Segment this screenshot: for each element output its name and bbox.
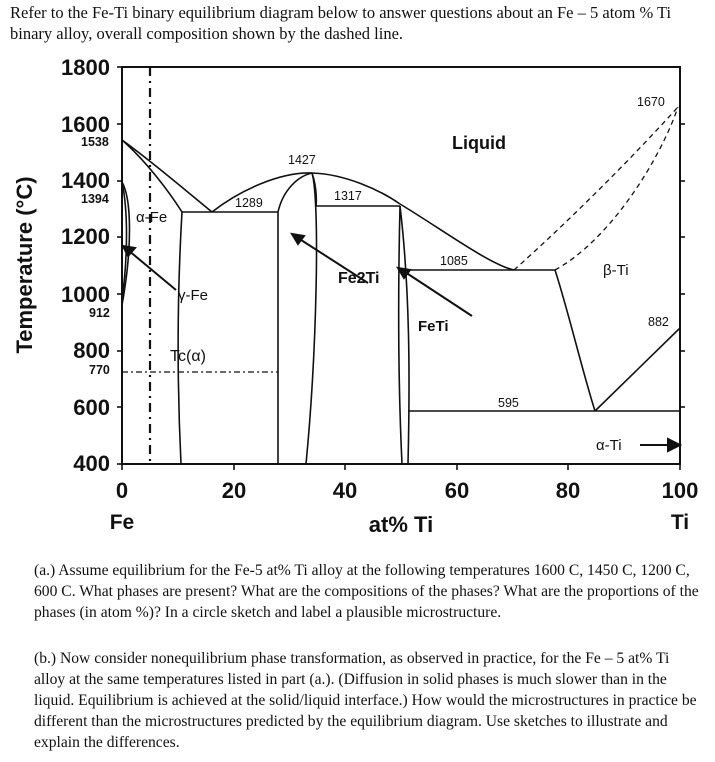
feti-left-boundary <box>399 206 402 464</box>
x-axis-title: at% Ti <box>368 512 434 537</box>
x-tick-label: 60 <box>444 478 470 503</box>
phase-label-feti: FeTi <box>418 318 449 335</box>
liquidus-fe-side <box>122 140 212 212</box>
x-end-label-ti: Ti <box>670 511 690 534</box>
y-tick-label: 400 <box>73 451 110 476</box>
y-tick-label: 600 <box>73 395 110 420</box>
plot-frame <box>122 67 680 464</box>
x-end-label-fe: Fe <box>109 511 135 534</box>
temp-label-595: 595 <box>498 396 519 410</box>
question-b: (b.) Now consider nonequilibrium phase transformation, as observed in practice, for the Fe – 5 at% Ti alloy at the same temperatures listed in part (a.). (Diffusion in solid phases is much slower than in the liquid. Equilibrium is achieved at the solid/liquid interface.) How would the microstructures in practice be different than the microstructures predicted by the equilibrium diagram. Use sketches to illustrate and explain the differences. <box>34 650 697 751</box>
x-tick-label: 100 <box>661 478 699 503</box>
temp-label-1427: 1427 <box>288 153 316 167</box>
temp-label-770: 770 <box>89 363 110 377</box>
phase-label-alpha-ti: α-Ti <box>596 437 622 454</box>
temp-label-1670: 1670 <box>637 95 665 109</box>
temp-label-1289: 1289 <box>235 196 263 210</box>
y-axis-title: Temperature (°C) <box>12 176 37 354</box>
y-tick-label: 800 <box>73 338 110 363</box>
fe2ti-right-boundary <box>306 173 317 464</box>
temp-label-912: 912 <box>89 306 110 320</box>
arrow-gamma-fe <box>128 250 176 290</box>
phase-label-tc-alpha: Tc(α) <box>170 348 206 365</box>
phase-label-liquid: Liquid <box>452 133 506 153</box>
y-tick-label: 1000 <box>61 282 110 307</box>
phase-label-alpha-fe: α-Fe <box>136 209 168 226</box>
y-tick-label: 1600 <box>61 112 110 137</box>
beta-ti-solvus <box>555 270 595 411</box>
y-tick-label: 1400 <box>61 168 110 193</box>
intro-paragraph: Refer to the Fe-Ti binary equilibrium diagram below to answer questions about an Fe – 5 atom % Ti binary alloy, overall composition shown by the dashed line. <box>10 3 672 43</box>
alpha-fe-solvus <box>178 212 182 464</box>
x-tick-label: 20 <box>221 478 247 503</box>
temp-label-1085: 1085 <box>440 254 468 268</box>
pointer-arrows <box>123 234 680 451</box>
arrowhead-feti <box>398 268 410 278</box>
arrow-feti <box>405 272 472 316</box>
arrowhead-alpha-ti <box>668 439 680 451</box>
feti-right-boundary <box>400 206 409 464</box>
ti-liquidus <box>514 107 678 270</box>
fe2ti-dome-left <box>278 173 312 212</box>
temp-label-1394: 1394 <box>81 192 109 206</box>
beta-alpha-ti-boundary <box>595 328 680 411</box>
phase-label-beta-ti: β-Ti <box>603 262 629 279</box>
temp-label-1317: 1317 <box>334 189 362 203</box>
fe-ti-phase-diagram <box>0 50 715 550</box>
x-tick-label: 80 <box>555 478 581 503</box>
phase-label-fe2ti: Fe2Ti <box>338 270 380 287</box>
y-tick-label: 1800 <box>61 55 110 80</box>
question-a: (a.) Assume equilibrium for the Fe-5 at% Ti alloy at the following temperatures 1600 C, 1450 C, 1200 C, 600 C. What phases are present? What are the compositions of the phases? What are the proportions of the phases (in atom %)? In a circle sketch and label a plausible microstructure. <box>34 562 699 621</box>
ti-side-dashed <box>514 107 678 270</box>
alpha-fe-solidus <box>122 140 182 212</box>
phase-label-gamma-fe: γ-Fe <box>178 287 208 304</box>
x-tick-label: 0 <box>115 478 129 503</box>
x-tick-label: 40 <box>332 478 358 503</box>
temp-label-882: 882 <box>648 315 669 329</box>
arrowhead-fe2ti <box>292 234 304 244</box>
y-tick-label: 1200 <box>61 224 110 249</box>
ti-solidus <box>555 107 678 270</box>
temp-label-1538: 1538 <box>81 135 109 149</box>
